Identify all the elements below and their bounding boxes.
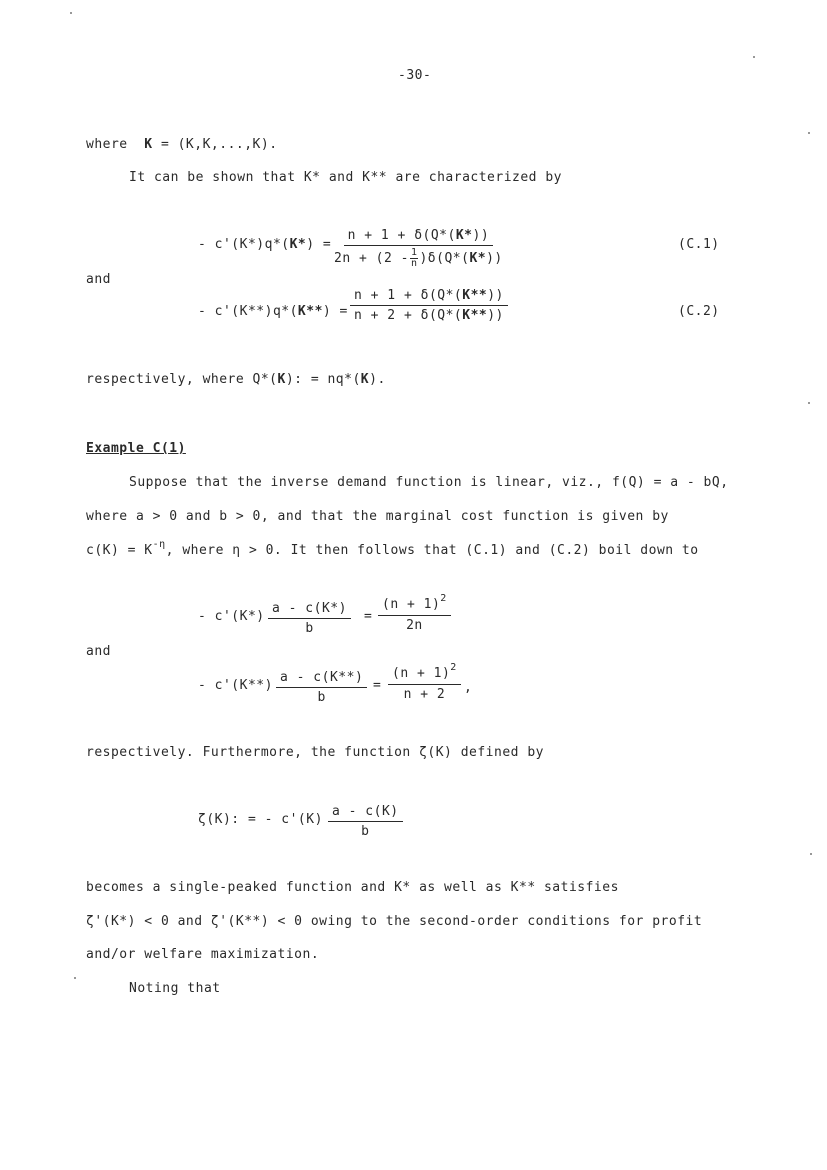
page-number: -30-	[398, 68, 432, 83]
eq-c2-denominator: n + 2 + δ(Q*(K**))	[354, 308, 504, 323]
eq-d1-fraction-2	[378, 593, 451, 634]
eq-d1-denominator-2: 2n	[406, 618, 423, 633]
bold-vector-k: K	[144, 137, 153, 152]
where-word: where	[86, 137, 128, 152]
eq-d1-lhs: - c'(K*)	[198, 609, 265, 624]
eq-d2-equals: =	[373, 678, 382, 693]
eq-d2-denominator-1: b	[317, 690, 326, 705]
eq-c2-label: (C.2)	[678, 304, 720, 319]
eq-c2-lhs: - c'(K**)q*(K**) =	[198, 304, 348, 319]
zeta-denominator: b	[361, 824, 370, 839]
respectively-q-definition: respectively, where Q*(K): = nq*(K).	[86, 372, 386, 387]
noting-that: Noting that	[129, 981, 221, 996]
eq-c1-fraction	[334, 228, 503, 269]
demand-line-1: Suppose that the inverse demand function is linear, viz., f(Q) = a - bQ,	[129, 475, 729, 490]
scan-speck	[810, 853, 812, 855]
furthermore-sentence: respectively. Furthermore, the function ζ(K) defined by	[86, 745, 544, 760]
characterization-sentence: It can be shown that K* and K** are characterized by	[129, 170, 562, 185]
eq-d2-numerator-1: a - c(K**)	[276, 670, 367, 688]
eq-d2-denominator-2: n + 2	[403, 687, 446, 702]
eq-c2-numerator: n + 1 + δ(Q*(K**))	[350, 288, 508, 306]
eq-c2-fraction	[350, 288, 508, 324]
demand-line-2: where a > 0 and b > 0, and that the marginal cost function is given by	[86, 509, 669, 524]
zeta-numerator: a - c(K)	[328, 804, 403, 822]
zeta-fraction	[328, 804, 403, 840]
eq-d1-numerator-1: a - c(K*)	[268, 601, 351, 619]
eq-d2-fraction-2	[388, 662, 461, 703]
scan-speck	[70, 12, 72, 14]
eq-c1-label: (C.1)	[678, 237, 720, 252]
scan-speck	[808, 132, 810, 134]
eq-d1-equals: =	[364, 609, 373, 624]
eq-c1-denominator: 2n + (2 - $\frac{1}{n}$ )δ(Q*(K*))	[334, 247, 503, 269]
scan-speck	[74, 977, 76, 979]
definition-line	[86, 137, 278, 153]
zeta-lhs: ζ(K): = - c'(K)	[198, 812, 323, 827]
and-connector-2: and	[86, 644, 111, 659]
demand-line-3: $c(K) = K^{-\eta}$, where η > 0. It then follows that (C.1) and (C.2) boil down to	[86, 539, 699, 558]
one-over-n: $\frac{1}{n}$	[410, 247, 418, 269]
eq-c1-lhs: - c'(K*)q*(K*) =	[198, 237, 332, 252]
eq-d1-numerator-2: $(n + 1)^2$	[378, 597, 451, 616]
eq-d2-fraction-1	[276, 670, 367, 706]
scan-speck	[753, 56, 755, 58]
scan-speck	[808, 402, 810, 404]
eq-d2-trailing-comma: ,	[464, 680, 473, 695]
eq-d1-fraction-1	[268, 601, 351, 637]
eq-d2-lhs: - c'(K**)	[198, 678, 273, 693]
example-heading: Example C(1)	[86, 441, 186, 456]
single-peaked-line-3: and/or welfare maximization.	[86, 947, 320, 962]
vector-definition: = (K,K,...,K).	[160, 137, 278, 152]
eq-c1-numerator: n + 1 + δ(Q*(K*))	[344, 228, 494, 246]
eq-d1-denominator-1: b	[305, 621, 314, 636]
single-peaked-line-1: becomes a single-peaked function and K* as well as K** satisfies	[86, 880, 619, 895]
single-peaked-line-2: ζ'(K*) < 0 and ζ'(K**) < 0 owing to the second-order conditions for profit	[86, 914, 703, 929]
eq-d2-numerator-2: $(n + 1)^2$	[388, 666, 461, 685]
and-connector-1: and	[86, 272, 111, 287]
